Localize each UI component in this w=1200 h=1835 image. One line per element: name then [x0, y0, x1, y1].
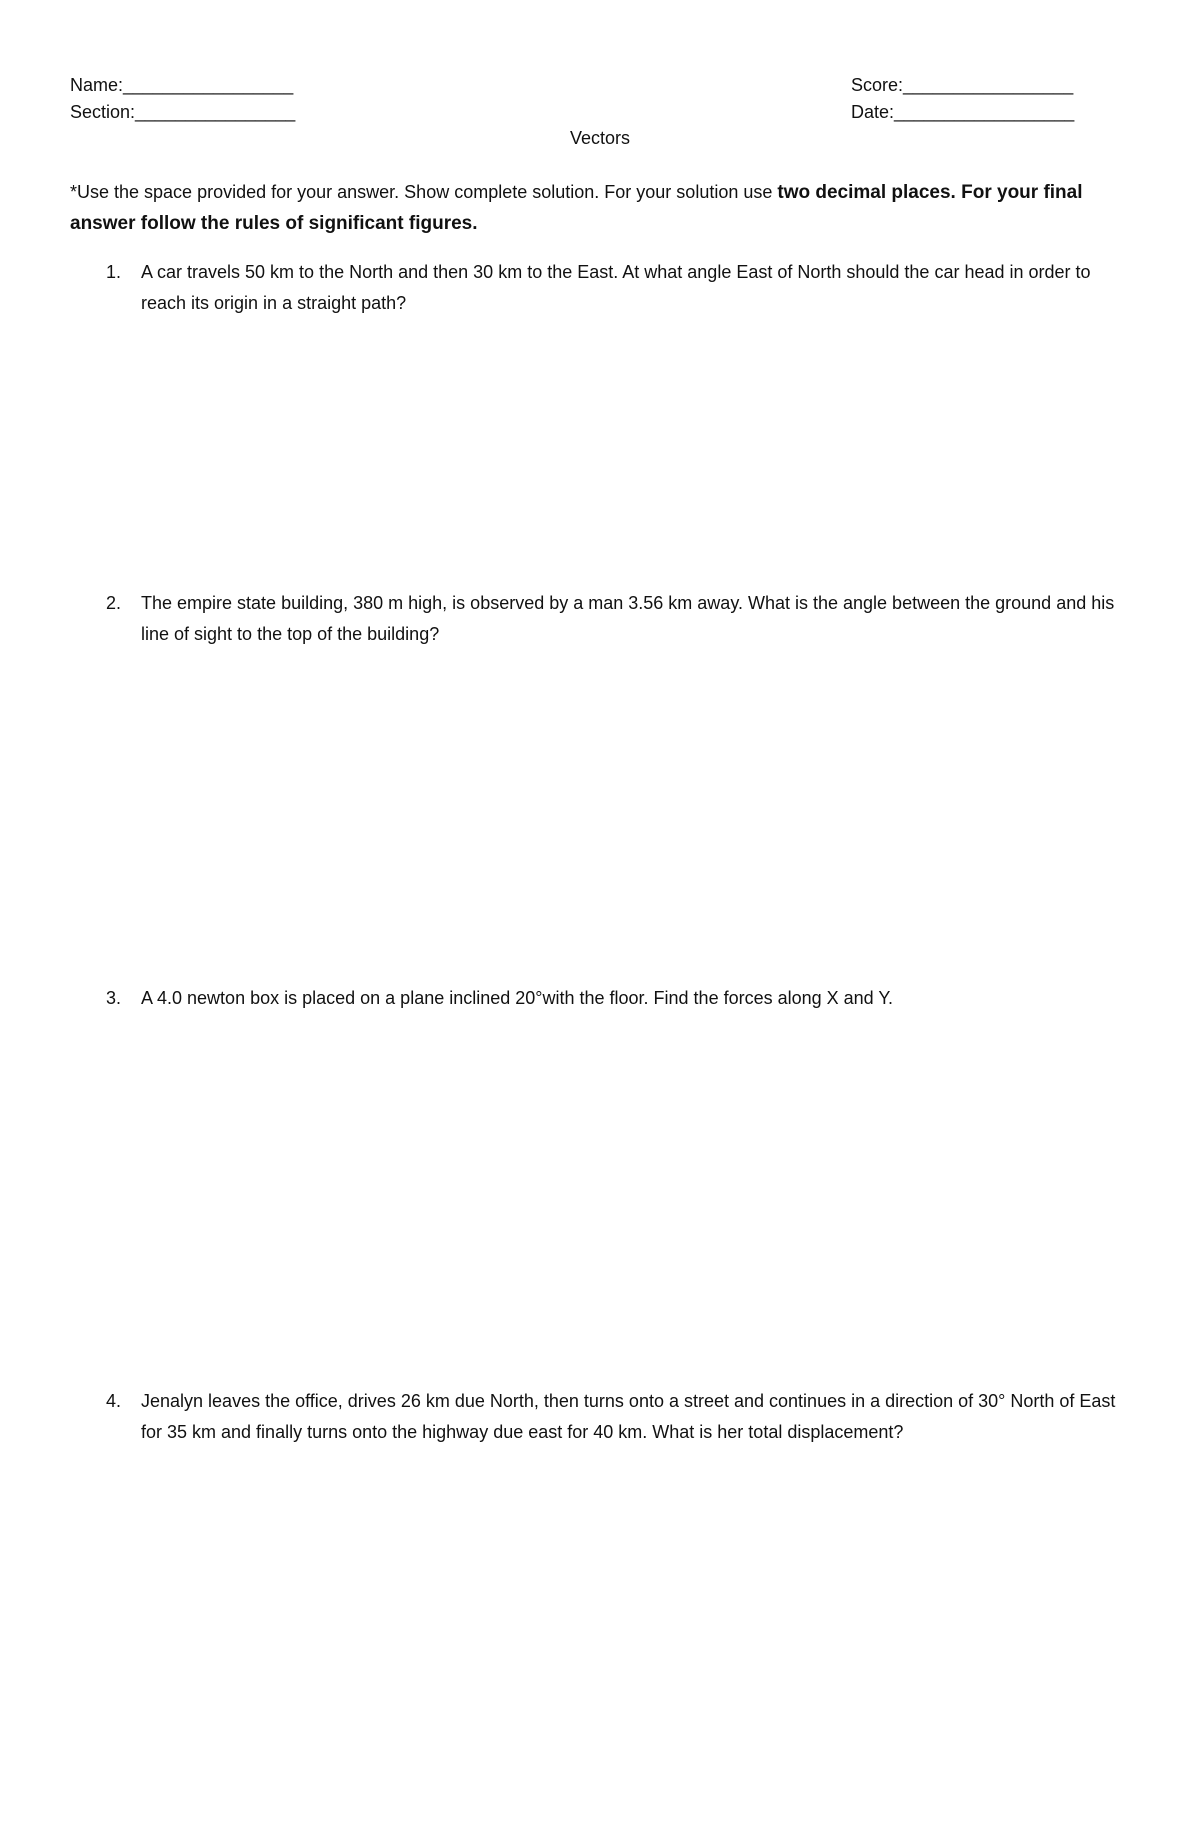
question-text: The empire state building, 380 m high, is observed by a man 3.56 km away. What is the angle between the ground and his line of sight to the top of the building?	[141, 593, 1115, 644]
instructions-text: *Use the space provided for your answer. Show complete solution. For your solution use	[70, 182, 778, 202]
question-number: 2.	[106, 593, 122, 613]
question-1	[106, 257, 1126, 319]
question-number: 1.	[106, 262, 122, 282]
question-text: Jenalyn leaves the office, drives 26 km due North, then turns onto a street and continues in a direction of 30° North of East for 35 km and finally turns onto the highway due east for 40 km. What is her total displacement?	[141, 1391, 1116, 1442]
score-field: Score:_________________	[851, 75, 1074, 95]
question-number: 4.	[106, 1391, 122, 1411]
name-field: Name:_________________	[70, 75, 294, 95]
question-text: A car travels 50 km to the North and then 30 km to the East. At what angle East of North should the car head in order to reach its origin in a straight path?	[141, 262, 1091, 313]
instructions-bold-text: two decimal places. For your final answer follow the rules of significant figures.	[70, 182, 1083, 234]
question-2	[106, 588, 1126, 650]
question-number: 3.	[106, 988, 122, 1008]
page-title: Vectors	[569, 128, 631, 148]
instructions	[70, 177, 1130, 239]
question-3	[106, 983, 1126, 1014]
question-text: A 4.0 newton box is placed on a plane inclined 20°with the floor. Find the forces along X and Y.	[141, 988, 894, 1008]
section-field: Section:________________	[70, 102, 296, 122]
date-field: Date:__________________	[851, 102, 1075, 122]
question-4	[106, 1386, 1126, 1448]
